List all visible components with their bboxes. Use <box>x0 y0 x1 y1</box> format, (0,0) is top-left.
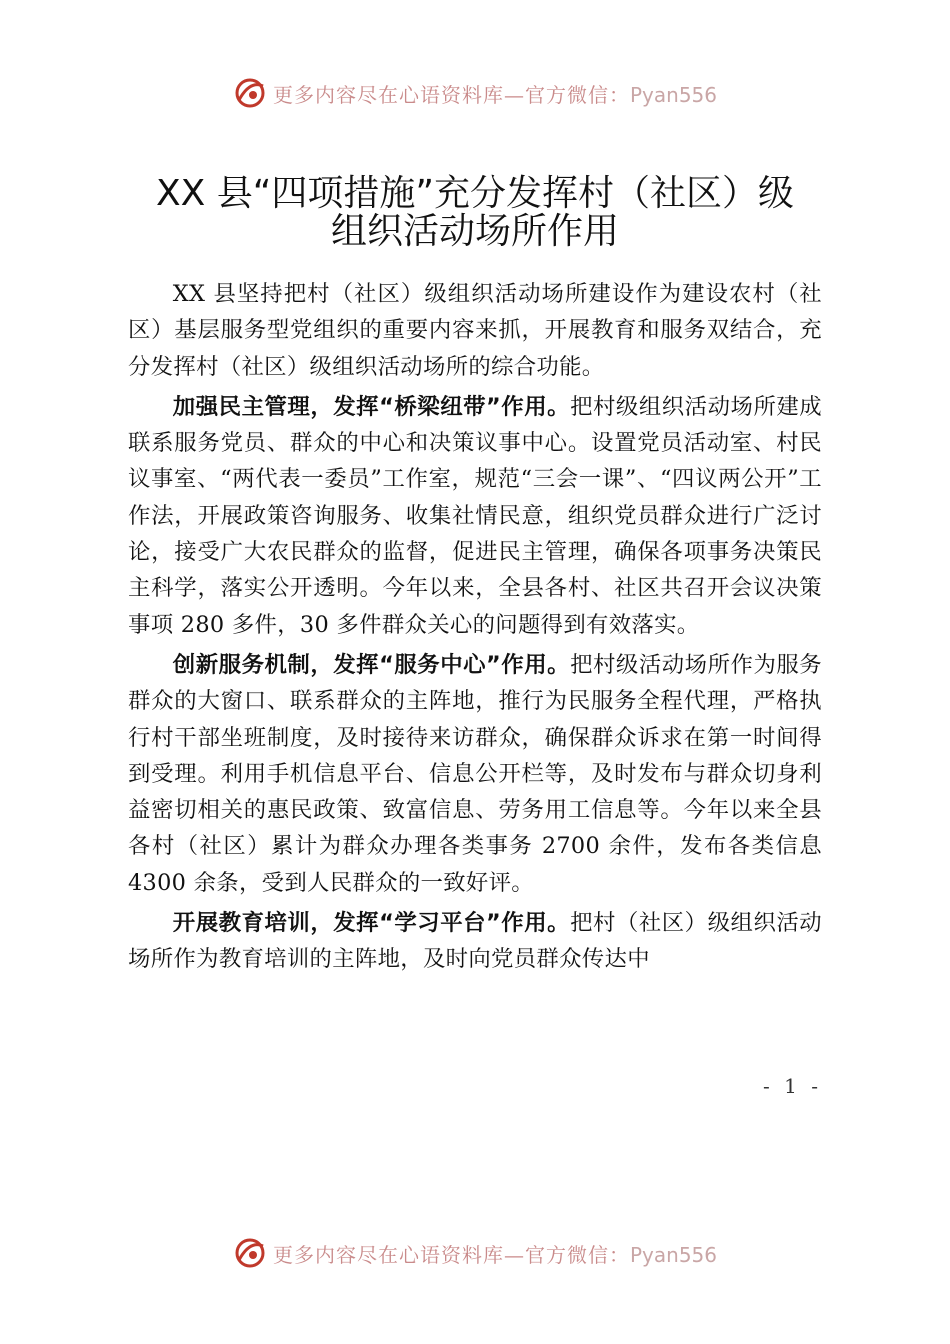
document-title <box>60 175 890 251</box>
document-body <box>128 276 822 982</box>
watermark-wechat-id: Pyan556 <box>629 1242 717 1267</box>
section-paragraph <box>128 905 822 978</box>
intro-paragraph: XX 县坚持把村（社区）级组织活动场所建设作为建设农村（社区）基层服务型党组织的重要内容来抓，开展教育和服务双结合，充分发挥村（社区）级组织活动场所的综合功能。 <box>128 281 822 380</box>
section-heading: 创新服务机制，发挥“服务中心”作用。 <box>172 651 571 678</box>
watermark-banner-bottom <box>0 1233 950 1273</box>
section-body: 把村（社区）级组织活动场所作为教育培训的主阵地，及时向党员群众传达中 <box>128 910 822 973</box>
section-paragraph <box>128 389 822 643</box>
title-line-1: XX 县“四项措施”充分发挥村（社区）级 <box>155 173 795 214</box>
watermark-banner-top <box>0 73 950 113</box>
watermark-text: 更多内容尽在心语资料库—官方微信：Pyan556 <box>272 82 717 107</box>
watermark-logo-icon <box>233 76 267 110</box>
section-paragraph <box>128 647 822 901</box>
watermark-text: 更多内容尽在心语资料库—官方微信：Pyan556 <box>272 1242 717 1267</box>
section-heading: 加强民主管理，发挥“桥梁纽带”作用。 <box>172 393 571 420</box>
section-body: 把村级活动场所作为服务群众的大窗口、联系群众的主阵地，推行为民服务全程代理，严格执行村干部坐班制度，及时接待来访群众，确保群众诉求在第一时间得到受理。利用手机信息平台、信息公开栏等，及时发布与群众切身利益密切相关的惠民政策、致富信息、劳务用工信息等。今年以来全县各村（社区）累计为群众办理各类事务 2700 余件，发布各类信息 4300 余条，受到人民群众的一致好评。 <box>128 651 822 896</box>
section-heading: 开展教育培训，发挥“学习平台”作用。 <box>172 910 571 937</box>
section-body: 把村级组织活动场所建成联系服务党员、群众的中心和决策议事中心。设置党员活动室、村民议事室、“两代表一委员”工作室，规范“三会一课”、“四议两公开”工作法，开展政策咨询服务、收集社情民意，组织党员群众进行广泛讨论，接受广大农民群众的监督，促进民主管理，确保各项事务决策民主科学，落实公开透明。今年以来，全县各村、社区共召开会议决策事项 280 多件，30 多件群众关心的问题得到有效落实。 <box>128 393 822 638</box>
page-number: - 1 - <box>763 1074 822 1098</box>
watermark-wechat-id: Pyan556 <box>629 82 717 107</box>
title-line-2: 组织活动场所作用 <box>330 211 619 252</box>
watermark-logo-icon <box>233 1236 267 1270</box>
